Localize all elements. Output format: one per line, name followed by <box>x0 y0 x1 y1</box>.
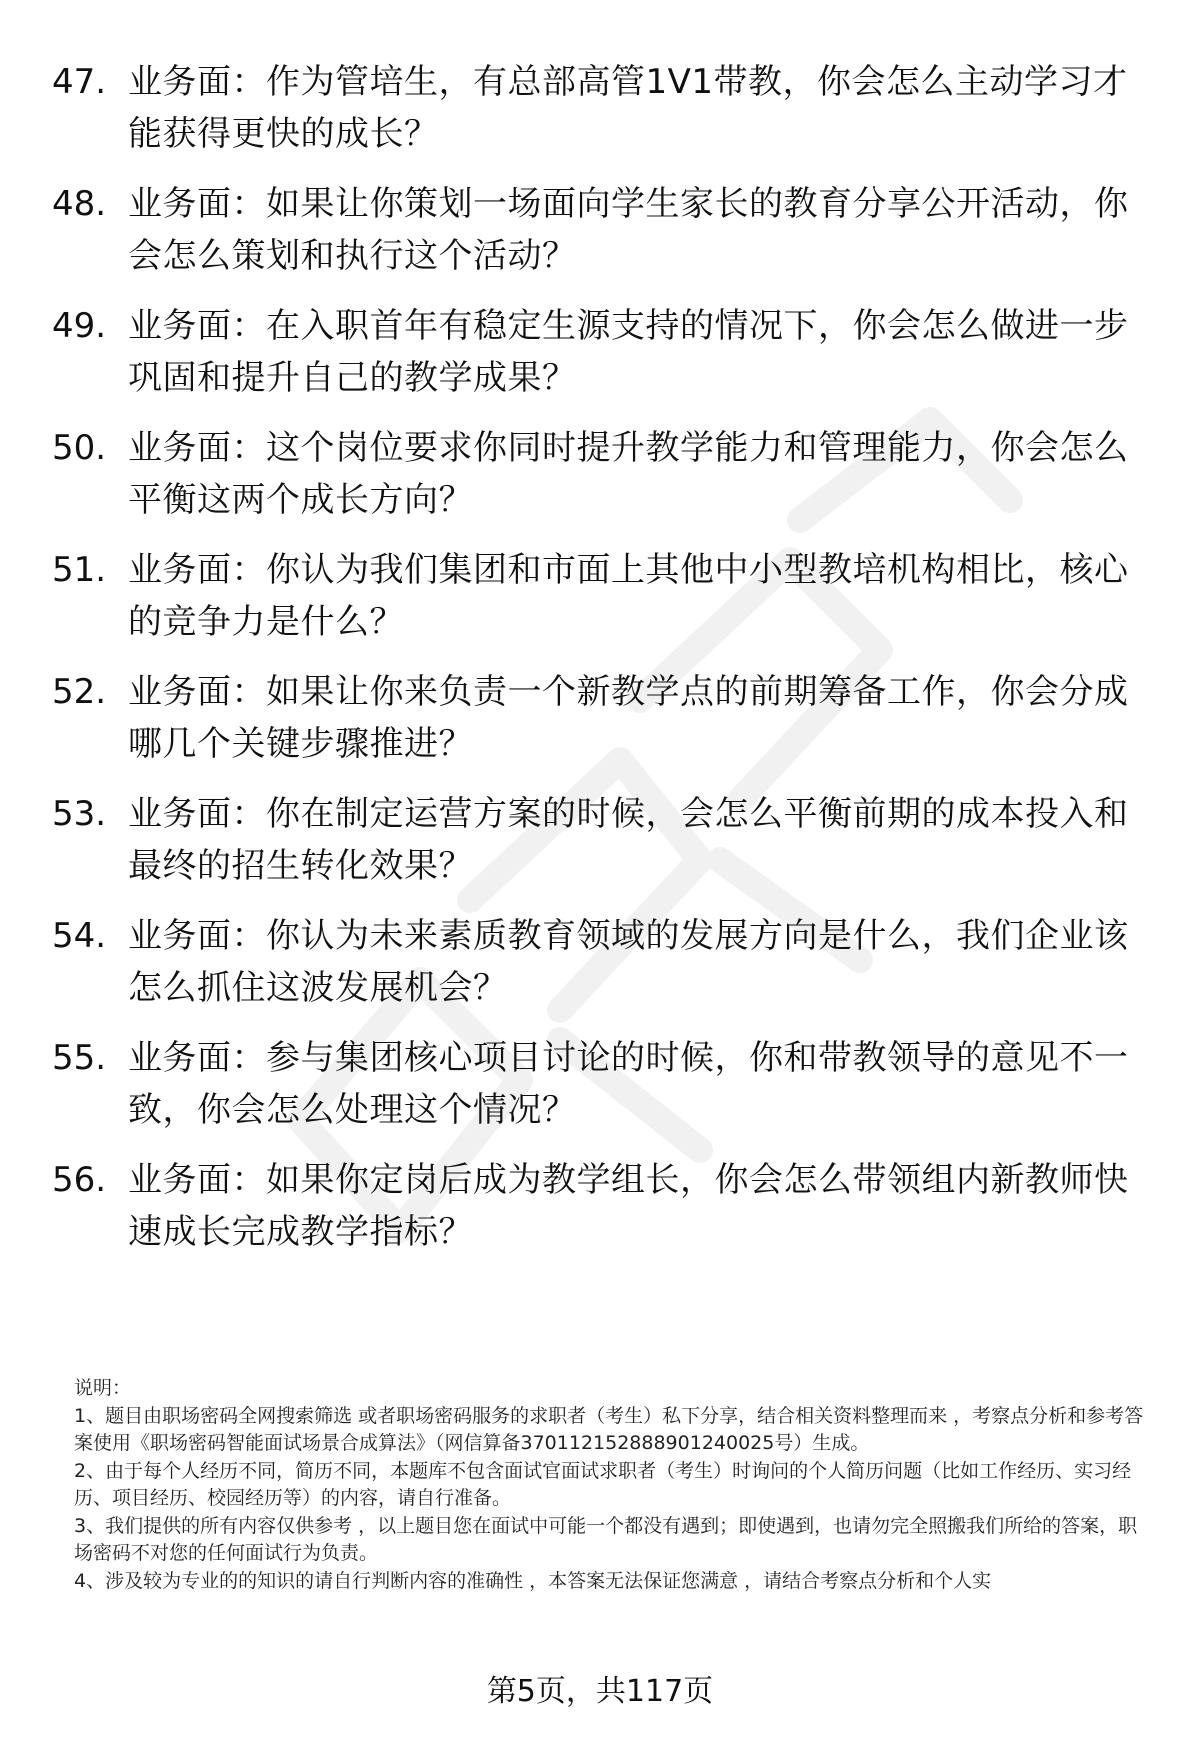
question-number: 52. <box>52 672 107 712</box>
question-number: 47. <box>52 62 107 102</box>
list-item <box>52 544 1162 666</box>
list-item <box>52 178 1162 300</box>
question-number: 54. <box>52 916 107 956</box>
question-text: 业务面：如果让你来负责一个新教学点的前期筹备工作，你会分成哪几个关键步骤推进？ <box>128 672 1129 764</box>
question-number: 50. <box>52 428 107 468</box>
list-item <box>52 1154 1162 1276</box>
question-text: 业务面：你在制定运营方案的时候，会怎么平衡前期的成本投入和最终的招生转化效果？ <box>128 794 1129 886</box>
question-text: 业务面：如果让你策划一场面向学生家长的教育分享公开活动，你会怎么策划和执行这个活动？ <box>128 184 1129 276</box>
question-text: 业务面：参与集团核心项目讨论的时候，你和带教领导的意见不一致，你会怎么处理这个情况？ <box>128 1038 1129 1130</box>
question-text: 业务面：在入职首年有稳定生源支持的情况下，你会怎么做进一步巩固和提升自己的教学成果？ <box>128 306 1129 398</box>
note-item: 1、题目由职场密码全网搜索筛选 或者职场密码服务的求职者（考生）私下分享，结合相关资料整理而来 ，考察点分析和参考答案使用《职场密码智能面试场景合成算法》（网信算备370112152888901240025号）生成。 <box>74 1404 1144 1454</box>
question-text: 业务面：作为管培生，有总部高管1V1带教，你会怎么主动学习才能获得更快的成长？ <box>128 62 1128 154</box>
list-item <box>52 666 1162 788</box>
question-text: 业务面：如果你定岗后成为教学组长，你会怎么带领组内新教师快速成长完成教学指标？ <box>128 1160 1129 1252</box>
list-item <box>52 1032 1162 1154</box>
question-list <box>52 56 1162 1276</box>
question-number: 55. <box>52 1038 107 1078</box>
question-number: 49. <box>52 306 107 346</box>
question-number: 48. <box>52 184 107 224</box>
list-item <box>52 422 1162 544</box>
list-item <box>52 56 1162 178</box>
question-number: 51. <box>52 550 107 590</box>
question-text: 业务面：你认为我们集团和市面上其他中小型教培机构相比，核心的竞争力是什么？ <box>128 550 1129 642</box>
notes-heading: 说明： <box>74 1377 132 1399</box>
list-item <box>52 300 1162 422</box>
note-item: 2、由于每个人经历不同，简历不同，本题库不包含面试官面试求职者（考生）时询问的个人简历问题（比如工作经历、实习经历、项目经历、校园经历等）的内容，请自行准备。 <box>74 1459 1132 1509</box>
note-item: 3、我们提供的所有内容仅供参考 ，以上题目您在面试中可能一个都没有遇到；即使遇到，也请勿完全照搬我们所给的答案，职场密码不对您的任何面试行为负责。 <box>74 1514 1138 1564</box>
question-number: 56. <box>52 1160 107 1200</box>
note-item: 4、涉及较为专业的的知识的请自行判断内容的准确性 ，本答案无法保证您满意 ，请结合考察点分析和个人实 <box>74 1569 992 1592</box>
list-item <box>52 788 1162 910</box>
question-number: 53. <box>52 794 107 834</box>
question-text: 业务面：你认为未来素质教育领域的发展方向是什么，我们企业该怎么抓住这波发展机会？ <box>128 916 1129 1008</box>
question-text: 业务面：这个岗位要求你同时提升教学能力和管理能力，你会怎么平衡这两个成长方向？ <box>128 428 1129 520</box>
page-number: 第5页，共117页 <box>486 1674 714 1709</box>
notes-section <box>74 1375 1152 1595</box>
list-item <box>52 910 1162 1032</box>
